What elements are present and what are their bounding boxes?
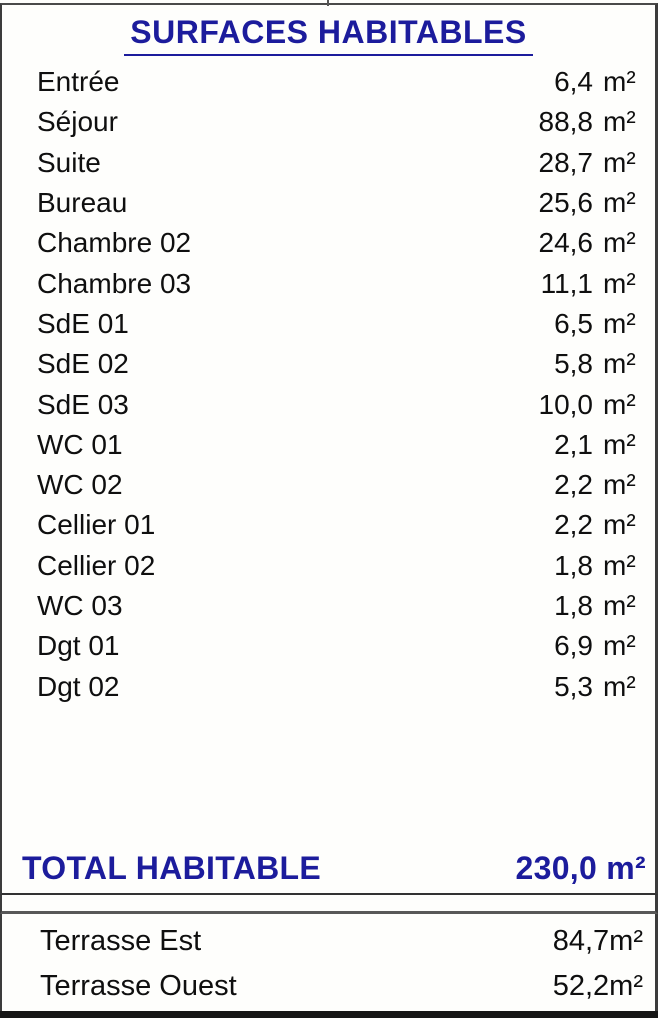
room-label: Chambre 02 (37, 227, 192, 259)
panel-title: SURFACES HABITABLES (124, 14, 532, 56)
area-unit-label: m² (603, 66, 636, 98)
empty-space (2, 707, 655, 843)
room-area-value: 28,7 (538, 146, 593, 178)
panel-title-wrap (2, 14, 655, 56)
room-row (2, 384, 655, 424)
room-row (2, 586, 655, 626)
top-border-notch (327, 0, 329, 6)
area-unit-label: m² (603, 630, 636, 662)
room-label: Cellier 02 (37, 549, 156, 581)
area-unit-label: m² (603, 307, 636, 339)
terrace-label: Terrasse Est (40, 925, 202, 957)
area-unit-label: m² (603, 106, 636, 138)
room-row (2, 666, 655, 706)
room-area-value: 2,1 (554, 428, 593, 460)
room-area-value: 24,6 (538, 227, 593, 259)
room-area-value: 1,8 (554, 590, 593, 621)
room-area-value: 11,1 (540, 267, 593, 299)
area-unit-label: m² (603, 549, 636, 581)
area-unit-label: m² (603, 670, 636, 702)
room-row (2, 546, 655, 586)
area-unit-label: m² (603, 227, 636, 259)
room-row (2, 143, 655, 183)
habitable-surfaces-panel (0, 3, 658, 895)
total-habitable-label: TOTAL HABITABLE (22, 849, 321, 886)
room-label: WC 02 (37, 469, 123, 501)
room-row (2, 465, 655, 505)
room-label: Cellier 01 (37, 509, 156, 541)
room-row (2, 62, 655, 102)
room-label: SdE 02 (37, 348, 129, 380)
room-row (2, 304, 655, 344)
room-area-value: 2,2 (554, 509, 593, 541)
area-unit-label: m² (603, 590, 636, 621)
room-label: Dgt 01 (37, 630, 120, 662)
room-area-value: 25,6 (538, 187, 593, 219)
room-label: SdE 03 (37, 388, 129, 420)
room-row (2, 102, 655, 142)
terrace-row (2, 919, 655, 964)
room-row (2, 344, 655, 384)
room-area-value: 1,8 (554, 549, 593, 581)
divider-band (0, 895, 658, 914)
room-row (2, 505, 655, 545)
area-unit-label: m² (603, 146, 636, 178)
room-list (2, 62, 655, 707)
area-unit-label: m² (603, 509, 636, 541)
terrace-area-value: 52,2m² (552, 970, 643, 1002)
total-habitable-row (2, 843, 655, 893)
room-area-value: 6,9 (554, 630, 593, 662)
bottom-border-bar (0, 1011, 658, 1018)
room-label: Dgt 02 (37, 670, 120, 702)
area-unit-label: m² (603, 187, 636, 219)
room-label: Suite (37, 146, 101, 178)
room-row (2, 425, 655, 465)
room-label: Bureau (37, 187, 128, 219)
area-unit-label: m² (603, 469, 636, 501)
room-label: WC 03 (37, 590, 123, 621)
terrace-row (2, 964, 655, 1009)
area-unit-label: m² (603, 267, 636, 299)
room-area-value: 6,5 (554, 307, 593, 339)
room-label: Entrée (37, 66, 120, 98)
room-row (2, 183, 655, 223)
room-area-value: 5,3 (554, 670, 593, 702)
terrace-label: Terrasse Ouest (40, 970, 237, 1002)
area-unit-label: m² (603, 388, 636, 420)
terrace-area-value: 84,7m² (552, 925, 643, 957)
room-label: WC 01 (37, 428, 123, 460)
room-row (2, 263, 655, 303)
room-area-value: 10,0 (538, 388, 593, 420)
room-label: Séjour (37, 106, 118, 138)
room-area-value: 6,4 (554, 66, 593, 98)
area-unit-label: m² (603, 428, 636, 460)
room-label: Chambre 03 (37, 267, 192, 299)
room-row (2, 223, 655, 263)
room-area-value: 2,2 (554, 469, 593, 501)
total-habitable-value: 230,0 m² (515, 849, 646, 886)
area-unit-label: m² (603, 348, 636, 380)
terraces-panel (0, 914, 658, 1011)
room-area-value: 88,8 (538, 106, 593, 138)
room-label: SdE 01 (37, 307, 129, 339)
room-row (2, 626, 655, 666)
room-area-value: 5,8 (554, 348, 593, 380)
